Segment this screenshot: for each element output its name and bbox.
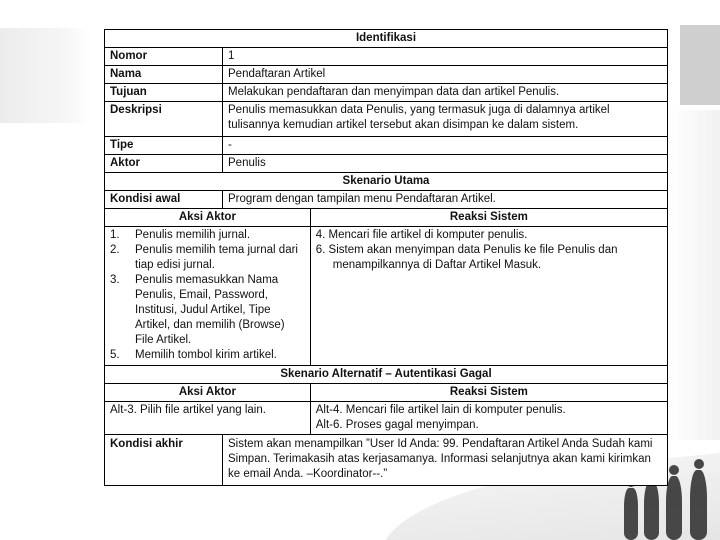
row-value: Penulis (223, 155, 668, 173)
main-actor-steps (105, 227, 311, 366)
list-item: 6. Sistem akan menyimpan data Penulis ke file Penulis dan menampilkannya di Daftar Artikel Masuk. (315, 244, 618, 271)
list-item: 5. Memilih tombol kirim artikel. (110, 349, 277, 361)
alt-system-steps (310, 402, 667, 435)
table-row (105, 155, 668, 173)
list-item: Alt-4. Mencari file artikel lain di komputer penulis. (315, 404, 566, 416)
list-item: 2. Penulis memilih tema jurnal dari tiap edisi jurnal. (110, 244, 298, 271)
table-row (105, 402, 668, 435)
main-system-steps (310, 227, 667, 366)
table-row (105, 191, 668, 209)
row-label: Nomor (105, 48, 223, 66)
list-item: 3. Penulis memasukkan Nama Penulis, Email, Password, Institusi, Judul Artikel, Tipe Artikel, dan memilih (Browse) File Artikel. (110, 274, 285, 346)
row-label: Tujuan (105, 84, 223, 102)
alt-scenario-heading: Skenario Alternatif – Autentikasi Gagal (105, 366, 668, 384)
main-system-header: Reaksi Sistem (310, 209, 667, 227)
row-value: Pendaftaran Artikel (223, 66, 668, 84)
main-actor-header: Aksi Aktor (105, 209, 311, 227)
alt-actor-step: Alt-3. Pilih file artikel yang lain. (105, 402, 311, 435)
table-row (105, 102, 668, 137)
background-block-right (680, 25, 720, 105)
list-item: 4. Mencari file artikel di komputer penulis. (315, 229, 528, 241)
table-row (105, 48, 668, 66)
initial-condition-value: Program dengan tampilan menu Pendaftaran Artikel. (223, 191, 668, 209)
row-value: Melakukan pendaftaran dan menyimpan data dan artikel Penulis. (223, 84, 668, 102)
table-row (105, 66, 668, 84)
row-value: 1 (223, 48, 668, 66)
row-label: Tipe (105, 137, 223, 155)
table-row (105, 227, 668, 366)
final-condition-value: Sistem akan menampilkan ”User Id Anda: 99. Pendaftaran Artikel Anda Sudah kami Simpan. Terimakasih atas kerjasamanya. Informasi selanjutnya akan kami kirimkan ke email Anda. –Koordinator--.” (223, 435, 668, 486)
background-fade-right (670, 110, 720, 440)
background-panel-left (0, 28, 92, 123)
list-item: 1. Penulis memilih jurnal. (110, 229, 251, 241)
main-scenario-heading: Skenario Utama (105, 173, 668, 191)
row-label: Nama (105, 66, 223, 84)
alt-system-header: Reaksi Sistem (310, 384, 667, 402)
initial-condition-label: Kondisi awal (105, 191, 223, 209)
row-value: - (223, 137, 668, 155)
table-row (105, 84, 668, 102)
final-condition-label: Kondisi akhir (105, 435, 223, 486)
list-item: Alt-6. Proses gagal menyimpan. (315, 419, 479, 431)
use-case-table (104, 29, 668, 486)
table-row (105, 435, 668, 486)
table-row (105, 137, 668, 155)
row-label: Aktor (105, 155, 223, 173)
table-title: Identifikasi (105, 30, 668, 48)
row-value: Penulis memasukkan data Penulis, yang termasuk juga di dalamnya artikel tulisannya kemudian artikel tersebut akan disimpan ke dalam sistem. (223, 102, 668, 137)
row-label: Deskripsi (105, 102, 223, 137)
alt-actor-header: Aksi Aktor (105, 384, 311, 402)
